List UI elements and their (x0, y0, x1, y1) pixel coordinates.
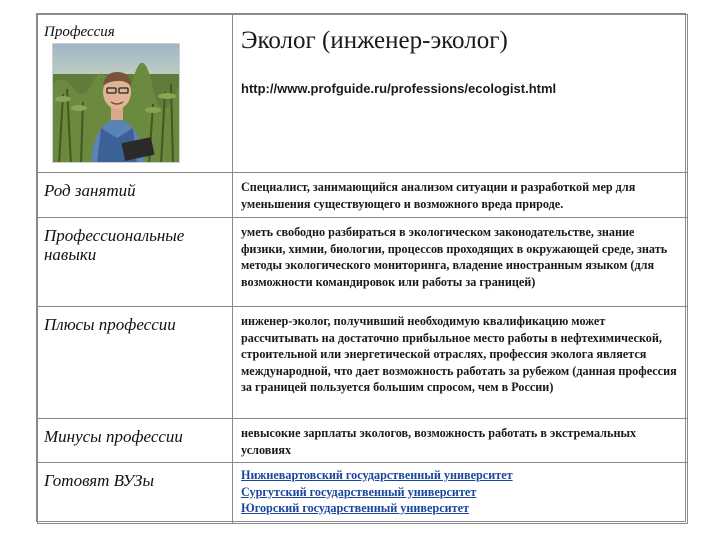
row-skills (38, 218, 688, 307)
header-row (38, 15, 688, 173)
row-universities (38, 463, 688, 524)
profession-url: http://www.profguide.ru/professions/ecologist.html (241, 81, 557, 96)
university-link[interactable]: Нижневартовский государственный университет (241, 468, 513, 482)
row-label-pros: Плюсы профессии (44, 315, 176, 334)
university-link[interactable]: Югорский государственный университет (241, 501, 470, 515)
row-value-pros: инженер-эколог, получивший необходимую квалификацию может рассчитывать на достаточно прибыльное место работы в нефтехимической, строительной или энергетической отраслях, профессия эколога является международной, что дает возможность работать за рубежом (данная профессия за границей пользуется большим спросом, чем в России) (241, 314, 677, 394)
ecologist-photo (52, 43, 180, 163)
row-value-skills: уметь свободно разбираться в экологическом законодательстве, знание физики, химии, биологии, процессов проходящих в окружающей среде, знать методы экологического мониторинга, владение иностранным языком (для возможности командировок или работы за границей) (241, 225, 668, 289)
row-label-occupation: Род занятий (44, 181, 136, 200)
header-label: Профессия (44, 24, 115, 40)
row-label-universities: Готовят ВУЗы (44, 471, 154, 490)
row-label-skills: Профессиональные навыки (44, 226, 185, 264)
university-links (233, 463, 687, 517)
row-pros (38, 307, 688, 419)
header-value-cell (233, 15, 688, 173)
row-value-occupation: Специалист, занимающийся анализом ситуации и разработкой мер для уменьшения существующего и возможного вреда природе. (241, 180, 636, 211)
university-link[interactable]: Сургутский государственный университет (241, 484, 477, 499)
row-cons (38, 419, 688, 463)
row-label-cons: Минусы профессии (44, 427, 183, 446)
profession-table (37, 14, 688, 524)
profession-card (36, 13, 686, 522)
profession-title-text: Эколог (инженер-эколог) (241, 27, 508, 54)
ecologist-photo-image (53, 44, 180, 163)
row-occupation (38, 173, 688, 218)
profession-title (233, 15, 687, 55)
header-label-cell (38, 15, 233, 173)
row-value-cons: невысокие зарплаты экологов, возможность работать в экстремальных условиях (241, 426, 637, 457)
